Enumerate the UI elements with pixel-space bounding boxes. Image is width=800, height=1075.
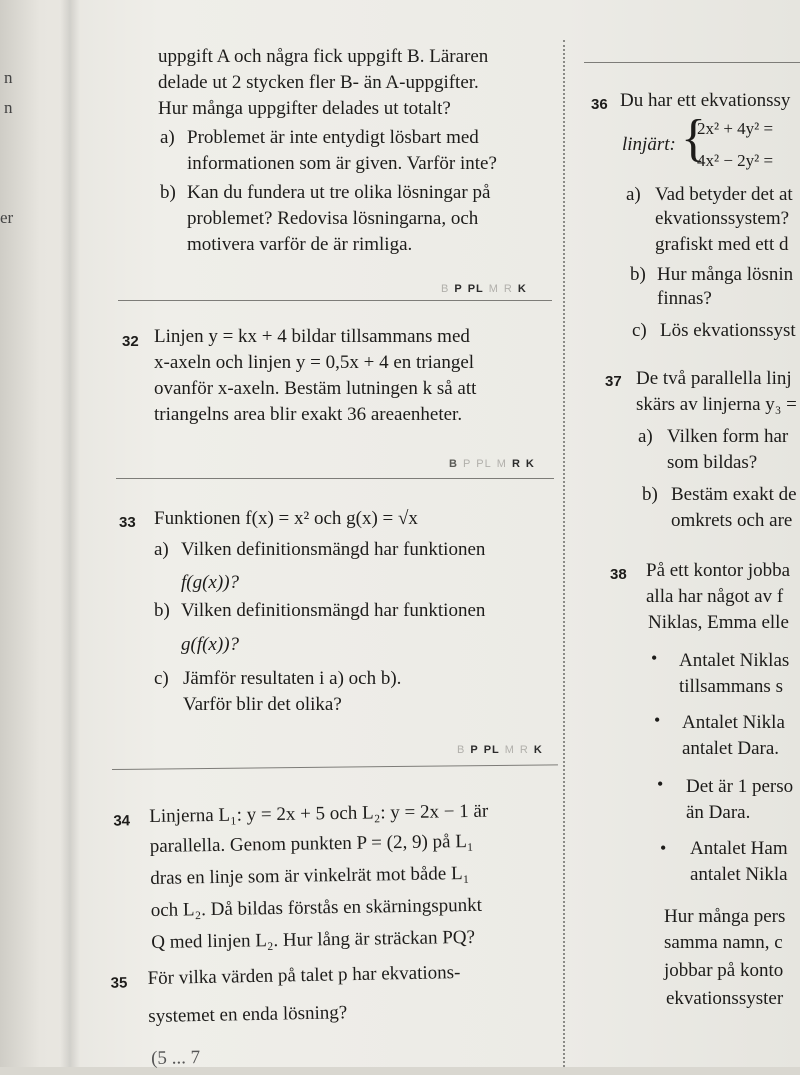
subtask-b-line: Vilken definitionsmängd har funktionen [181,600,486,621]
problem-35-cut-line: (5 ... 7 [150,1047,201,1069]
margin-fragment: er [0,208,14,227]
bullet-line: tillsammans s [679,676,783,697]
subtask-marker: a) [160,127,175,148]
subtask-b-line: motivera varför de är rimliga. [187,234,413,255]
subtask-marker: b) [630,264,646,285]
subtask-c-line: Varför blir det olika? [183,694,342,715]
problem-31-line: uppgift A och några fick uppgift B. Läraren [158,46,489,67]
section-separator [584,62,800,63]
subtask-b-line: Kan du fundera ut tre olika lösningar på [187,182,491,203]
competence-labels: B P PL M R K [449,458,535,470]
problem-number: 34 [113,812,131,830]
subtask-b-line: finnas? [657,288,712,309]
problem-34-line: och L₂. Då bildas förstås en skärningspunkt [150,894,483,921]
subtask-a-line: Vad betyder det at [655,184,793,205]
bullet-icon: • [654,710,661,730]
subtask-marker: a) [154,539,169,560]
problem-34-line: dras en linje som är vinkelrät mot både L₁ [150,862,470,889]
margin-fragment: n [4,68,13,87]
subtask-marker: c) [154,668,169,689]
bullet-line: Antalet Niklas [679,650,790,671]
subtask-b-line: Bestäm exakt de [671,484,797,505]
equation-line: 4x² − 2y² = [697,151,774,170]
problem-number: 37 [605,373,622,390]
problem-31-line: delade ut 2 stycken fler B- än A-uppgifter. [158,72,479,93]
subtask-a-line: informationen som är given. Varför inte? [187,153,497,174]
subtask-marker: b) [154,600,170,621]
problem-number: 36 [591,96,608,113]
problem-number: 38 [610,566,627,583]
problem-32-line: triangelns area blir exakt 36 areaenheter. [154,404,463,425]
problem-38-tail: Hur många pers [664,906,786,927]
subtask-marker: b) [642,484,658,505]
bullet-line: än Dara. [686,802,751,823]
problem-32-line: x-axeln och linjen y = 0,5x + 4 en triangel [154,352,475,373]
equation-line: 2x² + 4y² = [697,119,774,138]
bullet-line: Det är 1 perso [686,776,794,797]
subtask-a-line: grafiskt med ett d [655,234,789,255]
bullet-line: Antalet Ham [690,838,788,859]
problem-37-line: De två parallella linj [636,368,792,389]
competence-labels: B P PL M R K [441,283,527,295]
subtask-marker: a) [638,426,653,447]
bullet-icon: • [660,838,667,858]
bullet-icon: • [657,774,664,794]
subtask-a-line: ekvationssystem? [655,208,790,229]
subtask-c-line: Lös ekvationssyst [660,320,796,341]
subtask-marker: a) [626,184,641,205]
competence-labels: B P PL M R K [457,744,543,756]
subtask-b-line: problemet? Redovisa lösningarna, och [187,208,479,229]
problem-38-tail: samma namn, c [664,932,783,953]
problem-33-intro: Funktionen f(x) = x² och g(x) = √x [154,508,418,529]
problem-36-linjart: linjärt: [622,134,676,155]
subtask-a-line: Problemet är inte entydigt lösbart med [187,127,479,148]
subtask-a-line: Vilken definitionsmängd har funktionen [181,539,486,560]
problem-38-line: På ett kontor jobba [646,560,791,581]
subtask-a-line: f(g(x))? [181,572,240,593]
problem-31-line: Hur många uppgifter delades ut totalt? [158,98,451,119]
problem-35-line: För vilka värden på talet p har ekvations- [147,962,461,990]
margin-fragment: n [4,98,13,117]
problem-number: 32 [122,333,139,350]
subtask-a-line: Vilken form har [667,426,789,447]
problem-36-intro: Du har ett ekvationssy [620,90,791,111]
bullet-line: Antalet Nikla [682,712,785,733]
problem-34-line: Q med linjen L₂. Hur lång är sträckan PQ? [151,926,476,953]
problem-32-line: ovanför x-axeln. Bestäm lutningen k så att [154,378,477,399]
problem-38-tail: jobbar på konto [664,960,784,981]
problem-number: 35 [110,974,128,992]
equation-brace-icon: { [681,110,706,167]
subtask-b-line: g(f(x))? [181,634,240,655]
problem-35-line: systemet en enda lösning? [148,1002,348,1028]
bullet-line: antalet Dara. [682,738,780,759]
problem-32-line: Linjen y = kx + 4 bildar tillsammans med [154,326,470,347]
problem-37-line: skärs av linjerna y₃ = [636,394,797,415]
problem-34-line: Linjerna L₁: y = 2x + 5 och L₂: y = 2x − 1 är [149,800,489,828]
problem-38-line: alla har något av f [646,586,784,607]
problem-number: 33 [119,514,136,531]
problem-38-line: Niklas, Emma elle [648,612,789,633]
subtask-c-line: Jämför resultaten i a) och b). [183,668,402,689]
bullet-line: antalet Nikla [690,864,788,885]
bullet-icon: • [651,648,658,668]
subtask-a-line: som bildas? [667,452,758,473]
subtask-b-line: Hur många lösnin [657,264,794,285]
problem-38-tail: ekvationssyster [666,988,784,1009]
subtask-marker: c) [632,320,647,341]
subtask-marker: b) [160,182,176,203]
subtask-b-line: omkrets och are [671,510,793,531]
problem-34-line: parallella. Genom punkten P = (2, 9) på L₁ [149,830,474,858]
